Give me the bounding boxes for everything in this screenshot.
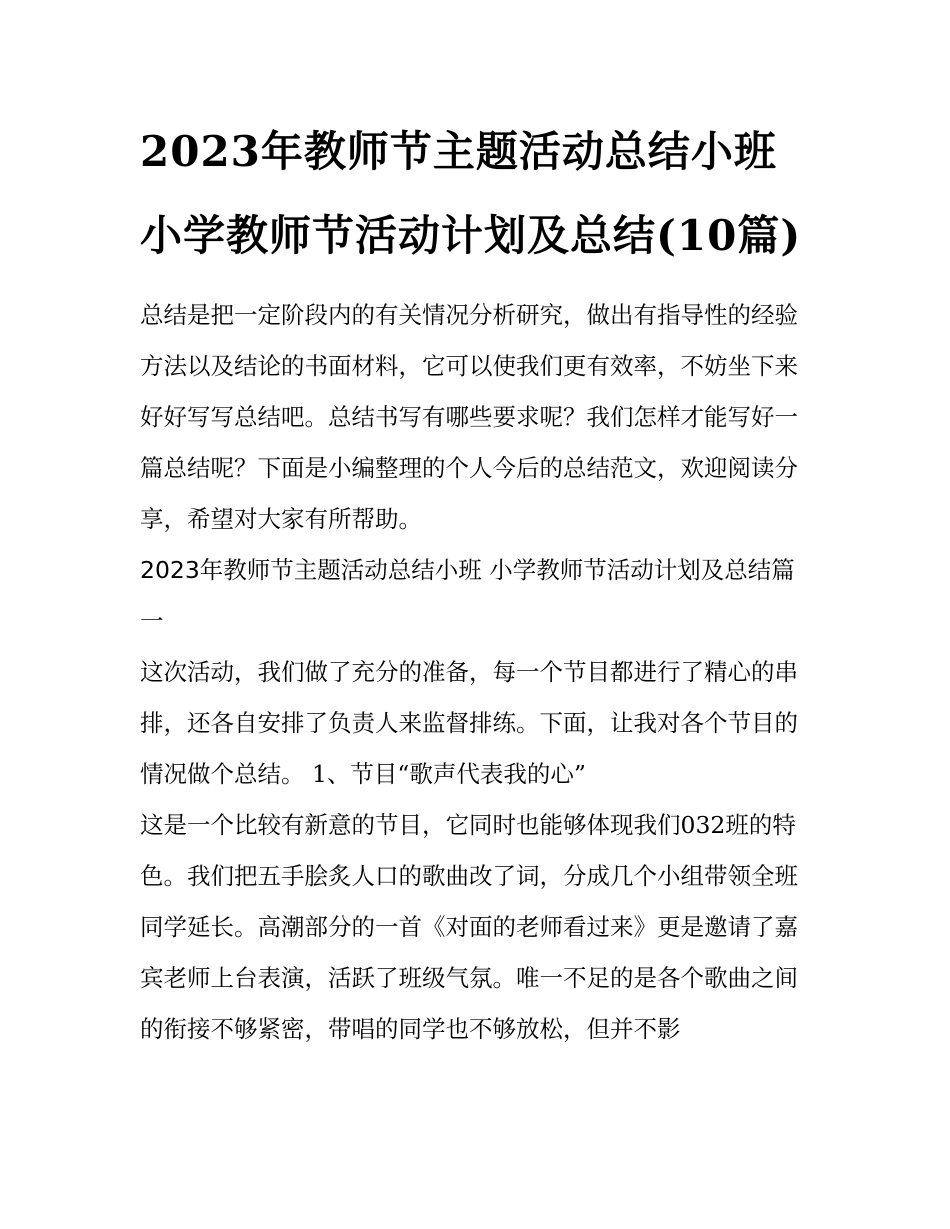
section-heading: 2023年教师节主题活动总结小班 小学教师节活动计划及总结篇一 <box>140 556 795 635</box>
body-paragraph: 这是一个比较有新意的节目，它同时也能够体现我们032班的特色。我们把五手脍炙人口的歌曲改了词，分成几个小组带领全班同学延长。高潮部分的一首《对面的老师看过来》更是邀请了嘉宾老师上台表演，活跃了班级气氛。唯一不足的是各个歌曲之间的衔接不够紧密，带唱的同学也不够放松，但并不影 <box>140 811 798 1043</box>
body-paragraph: 这次活动，我们做了充分的准备，每一个节目都进行了精心的串排，还各自安排了负责人来监督排练。下面，让我对各个节目的情况做个总结。 1、节目“歌声代表我的心” <box>140 658 798 788</box>
document-page <box>140 110 815 1055</box>
document-title: 2023年教师节主题活动总结小班 小学教师节活动计划及总结(10篇) <box>140 127 802 260</box>
intro-paragraph: 总结是把一定阶段内的有关情况分析研究，做出有指导性的经验方法以及结论的书面材料，它可以使我们更有效率，不妨坐下来好好写写总结吧。总结书写有哪些要求呢？我们怎样才能写好一篇总结呢？下面是小编整理的个人今后的总结范文，欢迎阅读分享，希望对大家有所帮助。 <box>140 301 798 533</box>
